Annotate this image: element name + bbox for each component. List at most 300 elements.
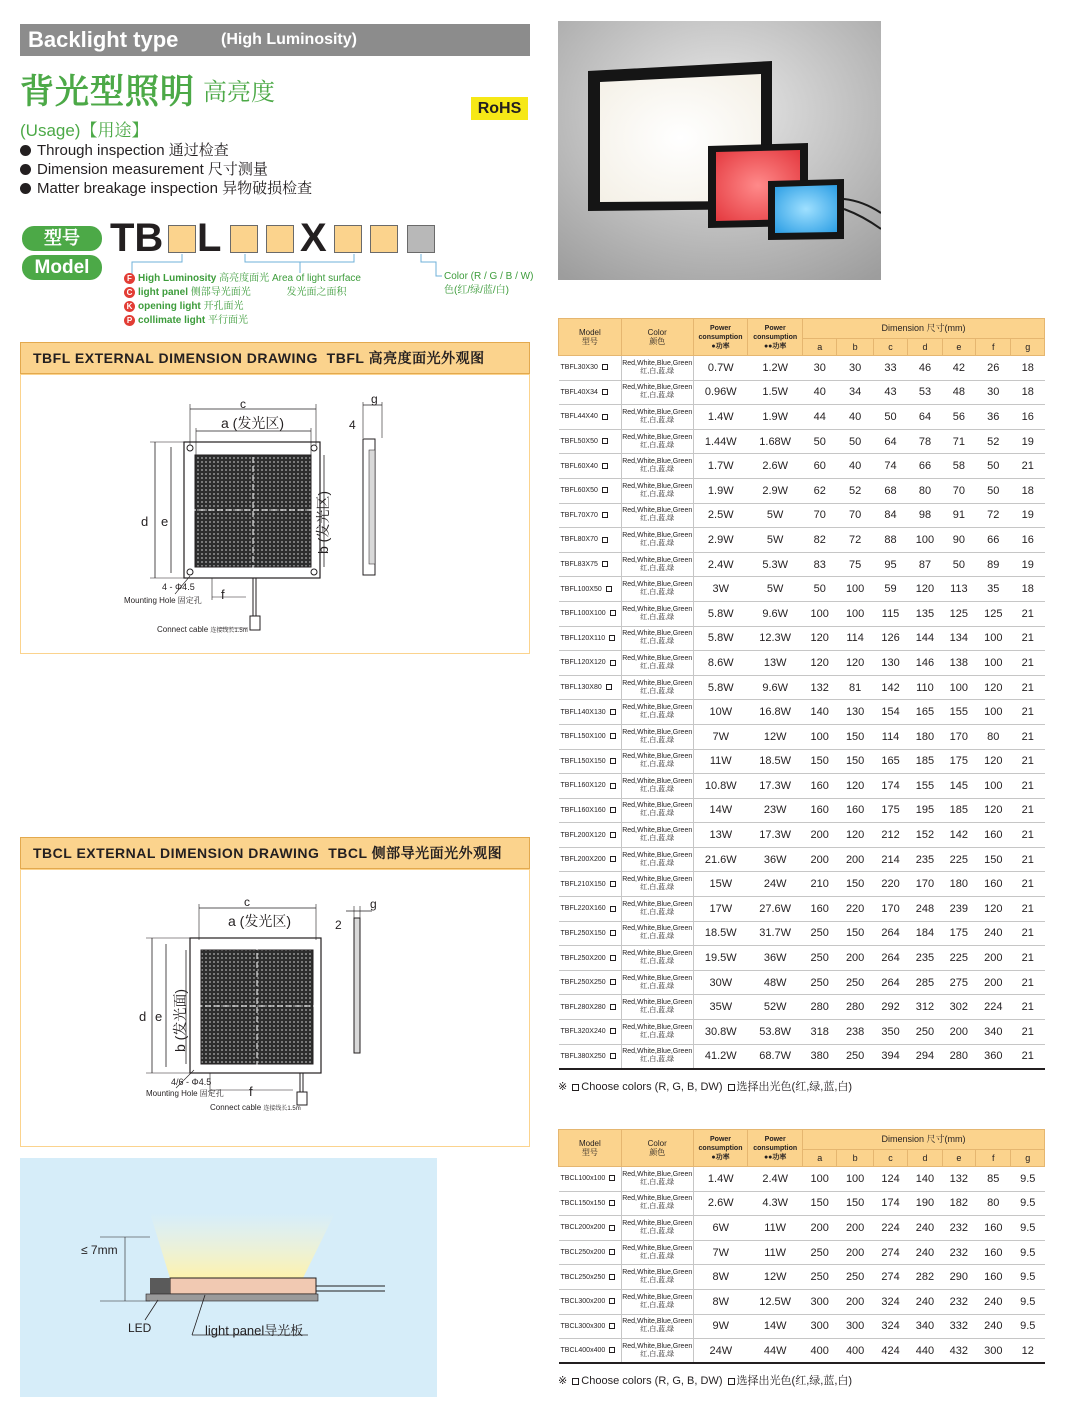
color-cell: Red,White,Blue,Green 红,白,蓝,绿 (621, 921, 693, 946)
model-cell: TBFL140X130 (559, 700, 622, 725)
col-c: c (873, 339, 907, 356)
dimension-cell: 160 (976, 1240, 1011, 1265)
dimension-cell: 120 (908, 577, 942, 602)
tbcl-label-f: f (249, 1084, 253, 1099)
col-color: Color 颜色 (621, 319, 693, 356)
dimension-cell: 66 (908, 454, 942, 479)
dimension-cell: 50 (873, 405, 907, 430)
color-label: Color (R / G / B / W) 色(红/绿/蓝/白) (444, 271, 534, 296)
dimension-cell: 290 (942, 1265, 975, 1290)
dimension-cell: 100 (908, 528, 942, 553)
power-cell: 0.7W (693, 356, 748, 381)
power-cell: 36W (748, 946, 803, 971)
power-cell: 2.4W (748, 1167, 803, 1192)
model-cell: TBFL83X75 (559, 552, 622, 577)
color-cell: Red,White,Blue,Green 红,白,蓝,绿 (621, 1044, 693, 1069)
model-cell: TBFL280X280 (559, 995, 622, 1020)
power-cell: 16.8W (748, 700, 803, 725)
dimension-cell: 154 (873, 700, 907, 725)
dimension-cell: 44 (803, 405, 837, 430)
tbcl-label-2: 2 (335, 918, 342, 932)
model-cell: TBFL250X200 (559, 946, 622, 971)
dimension-cell: 9.5 (1011, 1265, 1045, 1290)
dimension-cell: 165 (908, 700, 942, 725)
color-cell: Red,White,Blue,Green 红,白,蓝,绿 (621, 478, 693, 503)
power-cell: 2.9W (693, 528, 748, 553)
col-dimension: Dimension 尺寸(mm) (803, 319, 1045, 339)
dimension-cell: 185 (942, 798, 975, 823)
dimension-cell: 40 (837, 405, 873, 430)
dimension-cell: 250 (803, 921, 837, 946)
dimension-cell: 280 (942, 1044, 975, 1069)
tbcl-holes-label: 4/6 - Φ4.5 (171, 1077, 212, 1087)
power-cell: 9.6W (748, 601, 803, 626)
dimension-cell: 150 (837, 872, 873, 897)
option-key: K (124, 301, 135, 312)
dimension-cell: 170 (942, 724, 975, 749)
power-cell: 35W (693, 995, 748, 1020)
power-cell: 10.8W (693, 774, 748, 799)
dimension-cell: 126 (873, 626, 907, 651)
dimension-cell: 50 (837, 429, 873, 454)
tbcl-heading: TBCL EXTERNAL DIMENSION DRAWING TBCL 侧部导光面光外观图 (20, 837, 530, 869)
col-a: a (803, 1150, 837, 1167)
dimension-cell: 100 (803, 601, 837, 626)
dimension-cell: 100 (976, 626, 1011, 651)
dimension-cell: 50 (942, 552, 975, 577)
power-cell: 11W (748, 1216, 803, 1241)
power-cell: 17.3W (748, 774, 803, 799)
dimension-cell: 120 (837, 823, 873, 848)
dimension-cell: 160 (976, 823, 1011, 848)
dimension-cell: 43 (873, 380, 907, 405)
dimension-cell: 81 (837, 675, 873, 700)
model-cell: TBCL300x200 (559, 1289, 622, 1314)
dimension-cell: 175 (942, 749, 975, 774)
dimension-cell: 46 (908, 356, 942, 381)
dimension-cell: 170 (873, 897, 907, 922)
dimension-cell: 150 (837, 921, 873, 946)
dimension-cell: 50 (976, 478, 1011, 503)
dimension-cell: 100 (837, 1167, 873, 1192)
dimension-cell: 71 (942, 429, 975, 454)
table-row (559, 626, 1045, 651)
power-cell: 2.9W (748, 478, 803, 503)
dimension-cell: 424 (873, 1339, 907, 1364)
dimension-cell: 380 (803, 1044, 837, 1069)
dimension-cell: 240 (908, 1240, 942, 1265)
dimension-cell: 150 (837, 1191, 873, 1216)
dimension-cell: 250 (908, 1020, 942, 1045)
dimension-cell: 21 (1011, 970, 1045, 995)
dimension-cell: 50 (976, 454, 1011, 479)
dimension-cell: 292 (873, 995, 907, 1020)
table-row (559, 946, 1045, 971)
dimension-cell: 18 (1011, 356, 1045, 381)
table-row (559, 1216, 1045, 1241)
table-row (559, 749, 1045, 774)
dimension-cell: 132 (803, 675, 837, 700)
dimension-cell: 200 (976, 946, 1011, 971)
height-label: ≤ 7mm (81, 1243, 118, 1257)
color-cell: Red,White,Blue,Green 红,白,蓝,绿 (621, 1339, 693, 1364)
table-row (559, 429, 1045, 454)
table-row (559, 356, 1045, 381)
dimension-cell: 200 (837, 1216, 873, 1241)
power-cell: 5W (748, 528, 803, 553)
dimension-cell: 21 (1011, 897, 1045, 922)
dimension-cell: 83 (803, 552, 837, 577)
tbfl-label-f: f (221, 587, 225, 602)
dimension-cell: 21 (1011, 675, 1045, 700)
color-cell: Red,White,Blue,Green 红,白,蓝,绿 (621, 823, 693, 848)
dimension-cell: 155 (908, 774, 942, 799)
dimension-cell: 250 (803, 946, 837, 971)
dimension-cell: 240 (908, 1289, 942, 1314)
dimension-cell: 75 (837, 552, 873, 577)
model-code-l: L (197, 216, 222, 260)
color-cell: Red,White,Blue,Green 红,白,蓝,绿 (621, 970, 693, 995)
color-cell: Red,White,Blue,Green 红,白,蓝,绿 (621, 798, 693, 823)
dimension-cell: 9.5 (1011, 1216, 1045, 1241)
dimension-cell: 110 (908, 675, 942, 700)
dimension-cell: 18 (1011, 577, 1045, 602)
dimension-cell: 120 (976, 749, 1011, 774)
dimension-cell: 235 (908, 847, 942, 872)
dimension-cell: 95 (873, 552, 907, 577)
tbfl-label-g: g (371, 392, 378, 406)
dimension-cell: 225 (942, 946, 975, 971)
dimension-cell: 240 (976, 1314, 1011, 1339)
dimension-cell: 285 (908, 970, 942, 995)
model-cell: TBFL30X30 (559, 356, 622, 381)
power-cell: 48W (748, 970, 803, 995)
dimension-cell: 35 (976, 577, 1011, 602)
dimension-cell: 56 (942, 405, 975, 430)
tbcl-dimension-drawing (0, 0, 540, 1160)
rohs-badge: RoHS (471, 97, 528, 120)
dimension-cell: 53 (908, 380, 942, 405)
dimension-cell: 264 (873, 921, 907, 946)
dimension-cell: 59 (873, 577, 907, 602)
dimension-cell: 240 (976, 1289, 1011, 1314)
model-cell: TBCL300x300 (559, 1314, 622, 1339)
dimension-cell: 190 (908, 1191, 942, 1216)
dimension-cell: 432 (942, 1339, 975, 1364)
dimension-cell: 58 (942, 454, 975, 479)
dimension-cell: 64 (908, 405, 942, 430)
model-cell: TBFL160X120 (559, 774, 622, 799)
dimension-cell: 34 (837, 380, 873, 405)
color-cell: Red,White,Blue,Green 红,白,蓝,绿 (621, 577, 693, 602)
power-cell: 5.8W (693, 675, 748, 700)
power-cell: 14W (693, 798, 748, 823)
dimension-cell: 12 (1011, 1339, 1045, 1364)
dimension-cell: 74 (873, 454, 907, 479)
dimension-cell: 125 (976, 601, 1011, 626)
title-en: Backlight type (28, 27, 179, 52)
color-cell: Red,White,Blue,Green 红,白,蓝,绿 (621, 380, 693, 405)
dimension-cell: 250 (837, 970, 873, 995)
dimension-cell: 200 (837, 946, 873, 971)
color-cell: Red,White,Blue,Green 红,白,蓝,绿 (621, 1314, 693, 1339)
dimension-cell: 21 (1011, 823, 1045, 848)
color-cell: Red,White,Blue,Green 红,白,蓝,绿 (621, 651, 693, 676)
dimension-cell: 9.5 (1011, 1314, 1045, 1339)
dimension-cell: 239 (942, 897, 975, 922)
col-power-2: Power consumption ●●功率 (748, 319, 803, 356)
power-cell: 7W (693, 1240, 748, 1265)
usage-title: (Usage)【用途】 (20, 121, 149, 140)
color-cell: Red,White,Blue,Green 红,白,蓝,绿 (621, 405, 693, 430)
dimension-cell: 21 (1011, 1020, 1045, 1045)
dimension-cell: 21 (1011, 1044, 1045, 1069)
dimension-cell: 302 (942, 995, 975, 1020)
tbfl-label-c: c (240, 397, 246, 411)
dimension-cell: 160 (976, 1216, 1011, 1241)
table-row (559, 847, 1045, 872)
usage-item: Matter breakage inspection 异物破损检查 (20, 179, 312, 198)
dimension-cell: 250 (803, 1265, 837, 1290)
tbfl-holes-label: 4 - Φ4.5 (162, 582, 195, 592)
dimension-cell: 282 (908, 1265, 942, 1290)
power-cell: 18.5W (748, 749, 803, 774)
dimension-cell: 140 (908, 1167, 942, 1192)
light-panel-illustration-bg (20, 1158, 437, 1397)
model-cell: TBFL120X110 (559, 626, 622, 651)
dimension-cell: 132 (942, 1167, 975, 1192)
col-f: f (976, 1150, 1011, 1167)
dimension-cell: 300 (803, 1289, 837, 1314)
tbfl-cable-label: Connect cable 连接线长1.5m (157, 625, 248, 634)
dimension-cell: 70 (837, 503, 873, 528)
dimension-cell: 160 (803, 774, 837, 799)
dimension-cell: 21 (1011, 700, 1045, 725)
table-row (559, 1167, 1045, 1192)
dimension-cell: 72 (837, 528, 873, 553)
power-cell: 1.9W (748, 405, 803, 430)
model-cell: TBCL250x200 (559, 1240, 622, 1265)
dimension-cell: 150 (803, 1191, 837, 1216)
dimension-cell: 130 (837, 700, 873, 725)
dimension-cell: 21 (1011, 651, 1045, 676)
subtitle-cn: 高亮度 (203, 79, 275, 106)
dimension-cell: 200 (837, 847, 873, 872)
color-cell: Red,White,Blue,Green 红,白,蓝,绿 (621, 774, 693, 799)
model-cell: TBFL120X120 (559, 651, 622, 676)
dimension-cell: 175 (873, 798, 907, 823)
power-cell: 5W (748, 503, 803, 528)
power-cell: 2.4W (693, 552, 748, 577)
power-cell: 41.2W (693, 1044, 748, 1069)
dimension-cell: 48 (942, 380, 975, 405)
col-b: b (837, 339, 873, 356)
dimension-cell: 64 (873, 429, 907, 454)
model-cell: TBFL100X100 (559, 601, 622, 626)
table-row (559, 1020, 1045, 1045)
dimension-cell: 19 (1011, 552, 1045, 577)
dimension-cell: 225 (942, 847, 975, 872)
dimension-cell: 220 (873, 872, 907, 897)
dimension-cell: 150 (837, 749, 873, 774)
usage-item: Dimension measurement 尺寸测量 (20, 160, 312, 179)
dimension-cell: 100 (976, 651, 1011, 676)
table-row (559, 897, 1045, 922)
dimension-cell: 140 (803, 700, 837, 725)
power-cell: 9W (693, 1314, 748, 1339)
power-cell: 5W (748, 577, 803, 602)
dimension-cell: 18 (1011, 478, 1045, 503)
dimension-cell: 113 (942, 577, 975, 602)
model-cell: TBFL40X34 (559, 380, 622, 405)
dimension-cell: 21 (1011, 946, 1045, 971)
table-row (559, 1265, 1045, 1290)
dimension-cell: 150 (803, 749, 837, 774)
model-cell: TBFL60X40 (559, 454, 622, 479)
power-cell: 13W (693, 823, 748, 848)
tbcl-spec-table (558, 1129, 1045, 1364)
model-cell: TBFL210X150 (559, 872, 622, 897)
power-cell: 21.6W (693, 847, 748, 872)
tbcl-mounting-label: Mounting Hole 固定孔 (146, 1089, 224, 1098)
power-cell: 2.5W (693, 503, 748, 528)
model-cell: TBFL150X150 (559, 749, 622, 774)
power-cell: 18.5W (693, 921, 748, 946)
option-p: P collimate light 平行面光 (124, 314, 269, 328)
dimension-cell: 152 (908, 823, 942, 848)
table-row (559, 380, 1045, 405)
dimension-cell: 350 (873, 1020, 907, 1045)
table-row (559, 798, 1045, 823)
dimension-cell: 120 (803, 626, 837, 651)
dimension-cell: 80 (976, 724, 1011, 749)
col-b: b (837, 1150, 873, 1167)
power-cell: 19.5W (693, 946, 748, 971)
power-cell: 44W (748, 1339, 803, 1364)
dimension-cell: 300 (803, 1314, 837, 1339)
dimension-cell: 200 (837, 1240, 873, 1265)
table-row (559, 724, 1045, 749)
dimension-cell: 360 (976, 1044, 1011, 1069)
dimension-cell: 324 (873, 1289, 907, 1314)
dimension-cell: 50 (803, 429, 837, 454)
dimension-cell: 120 (837, 774, 873, 799)
dimension-cell: 232 (942, 1240, 975, 1265)
dimension-cell: 275 (942, 970, 975, 995)
color-cell: Red,White,Blue,Green 红,白,蓝,绿 (621, 872, 693, 897)
dimension-cell: 30 (803, 356, 837, 381)
dimension-cell: 21 (1011, 724, 1045, 749)
power-cell: 12.3W (748, 626, 803, 651)
dimension-cell: 294 (908, 1044, 942, 1069)
dimension-cell: 30 (837, 356, 873, 381)
dimension-cell: 160 (976, 1265, 1011, 1290)
power-cell: 53.8W (748, 1020, 803, 1045)
table-row (559, 405, 1045, 430)
dimension-cell: 150 (976, 847, 1011, 872)
dimension-cell: 18 (1011, 380, 1045, 405)
dimension-cell: 100 (803, 1167, 837, 1192)
option-k: K opening light 开孔面光 (124, 300, 269, 314)
table-row (559, 1191, 1045, 1216)
power-cell: 1.9W (693, 478, 748, 503)
dimension-cell: 89 (976, 552, 1011, 577)
table-row (559, 478, 1045, 503)
dimension-cell: 62 (803, 478, 837, 503)
dimension-cell: 280 (837, 995, 873, 1020)
model-code-x: X (300, 216, 327, 260)
dimension-cell: 264 (873, 946, 907, 971)
tbcl-label-e: e (155, 1009, 163, 1024)
dimension-cell: 235 (908, 946, 942, 971)
tbfl-heading: TBFL EXTERNAL DIMENSION DRAWING TBFL 高亮度面光外观图 (20, 342, 530, 374)
power-cell: 5.8W (693, 626, 748, 651)
color-cell: Red,White,Blue,Green 红,白,蓝,绿 (621, 601, 693, 626)
table-row (559, 675, 1045, 700)
dimension-cell: 264 (873, 970, 907, 995)
dimension-cell: 400 (837, 1339, 873, 1364)
power-cell: 1.4W (693, 405, 748, 430)
dimension-cell: 200 (976, 970, 1011, 995)
dimension-cell: 300 (976, 1339, 1011, 1364)
dimension-cell: 340 (908, 1314, 942, 1339)
table-row (559, 651, 1045, 676)
model-cell: TBCL100x100 (559, 1167, 622, 1192)
color-cell: Red,White,Blue,Green 红,白,蓝,绿 (621, 1020, 693, 1045)
power-cell: 10W (693, 700, 748, 725)
dimension-cell: 195 (908, 798, 942, 823)
power-cell: 11W (693, 749, 748, 774)
color-cell: Red,White,Blue,Green 红,白,蓝,绿 (621, 503, 693, 528)
color-cell: Red,White,Blue,Green 红,白,蓝,绿 (621, 528, 693, 553)
dimension-cell: 200 (803, 847, 837, 872)
power-cell: 2.6W (748, 454, 803, 479)
dimension-cell: 80 (976, 1191, 1011, 1216)
dimension-cell: 21 (1011, 626, 1045, 651)
tbfl-label-d: d (141, 514, 149, 529)
model-cell: TBFL250X250 (559, 970, 622, 995)
dimension-cell: 114 (837, 626, 873, 651)
dimension-cell: 84 (873, 503, 907, 528)
col-g: g (1011, 1150, 1045, 1167)
table-row (559, 1044, 1045, 1069)
col-power-1: Power consumption ●功率 (693, 319, 748, 356)
power-cell: 8W (693, 1289, 748, 1314)
col-a: a (803, 339, 837, 356)
dimension-cell: 19 (1011, 503, 1045, 528)
table-row (559, 700, 1045, 725)
power-cell: 15W (693, 872, 748, 897)
color-cell: Red,White,Blue,Green 红,白,蓝,绿 (621, 897, 693, 922)
dimension-cell: 138 (942, 651, 975, 676)
col-f: f (976, 339, 1011, 356)
power-cell: 9.6W (748, 675, 803, 700)
option-c: C light panel 侧部导光面光 (124, 286, 269, 300)
model-code-tb: TB (110, 216, 164, 260)
table-row (559, 454, 1045, 479)
model-cell: TBFL100X50 (559, 577, 622, 602)
color-cell: Red,White,Blue,Green 红,白,蓝,绿 (621, 995, 693, 1020)
model-cell: TBFL320X240 (559, 1020, 622, 1045)
color-cell: Red,White,Blue,Green 红,白,蓝,绿 (621, 675, 693, 700)
power-cell: 17W (693, 897, 748, 922)
dimension-cell: 9.5 (1011, 1289, 1045, 1314)
table-row (559, 921, 1045, 946)
table-row (559, 995, 1045, 1020)
dimension-cell: 248 (908, 897, 942, 922)
power-cell: 5.3W (748, 552, 803, 577)
dimension-cell: 340 (976, 1020, 1011, 1045)
